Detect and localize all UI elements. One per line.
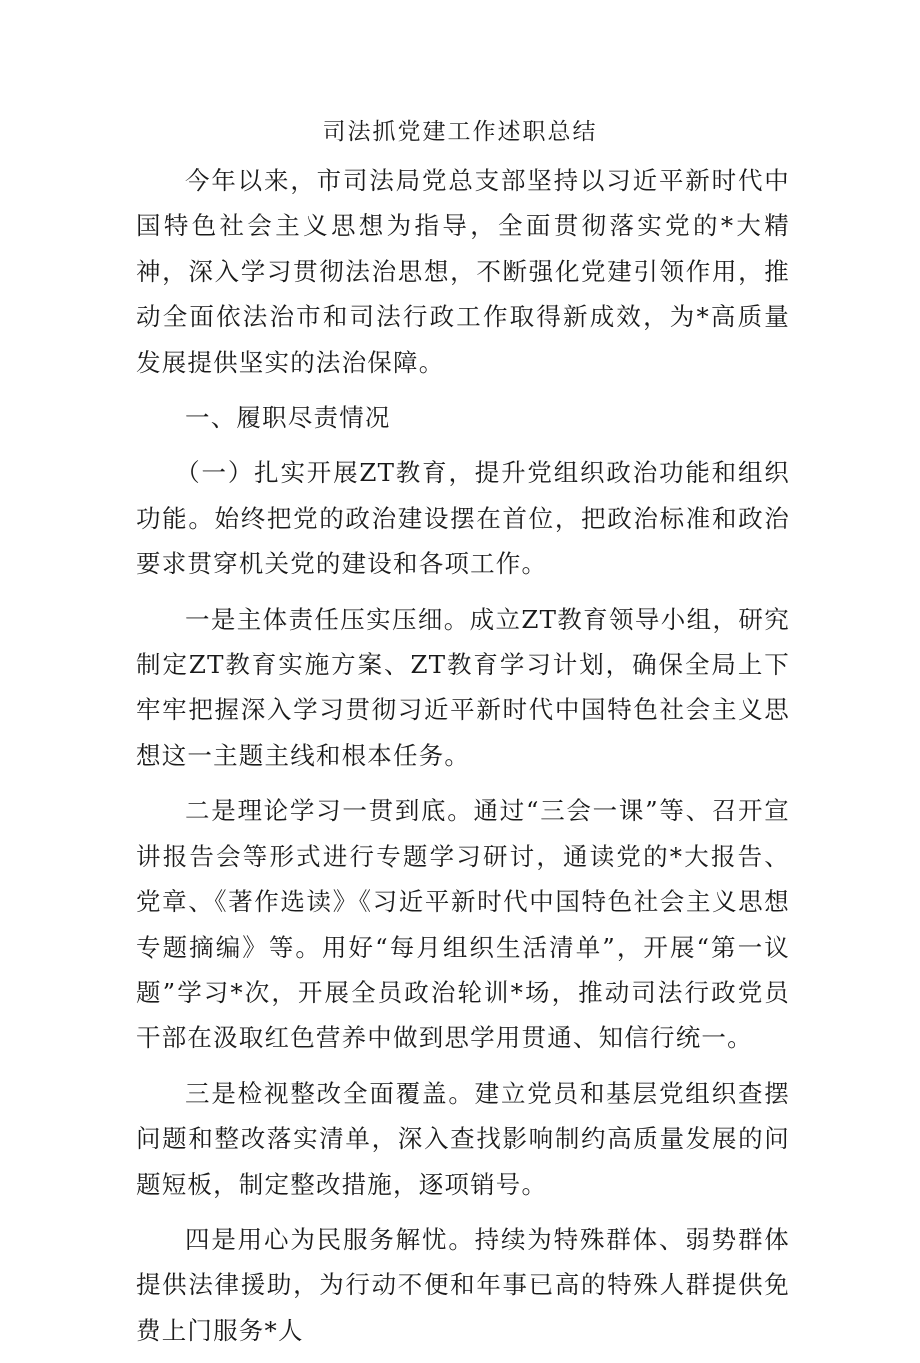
paragraph-item-4: 四是用心为民服务解忧。持续为特殊群体、弱势群体提供法律援助，为行动不便和年事已高的特殊人群提供免费上门服务*人 xyxy=(136,1224,790,1345)
paragraph-item-3: 三是检视整改全面覆盖。建立党员和基层党组织查摆问题和整改落实清单，深入查找影响制约高质量发展的问题短板，制定整改措施，逐项销号。 xyxy=(136,1078,790,1199)
document-title: 司法抓党建工作述职总结 xyxy=(322,119,598,145)
paragraph-intro: 今年以来，市司法局党总支部坚持以习近平新时代中国特色社会主义思想为指导，全面贯彻落实党的*大精神，深入学习贯彻法治思想，不断强化党建引领作用，推动全面依法治市和司法行政工作取得新成效，为*高质量发展提供坚实的法治保障。 xyxy=(136,166,790,377)
paragraph-item-2: 二是理论学习一贯到底。通过“三会一课”等、召开宣讲报告会等形式进行专题学习研讨，通读党的*大报告、党章、《著作选读》《习近平新时代中国特色社会主义思想专题摘编》等。用好“每月组织生活清单”，开展“第一议题”学习*次，开展全员政治轮训*场，推动司法行政党员干部在汲取红色营养中做到思学用贯通、知信行统一。 xyxy=(136,796,790,1053)
paragraph-item-1: 一是主体责任压实压细。成立ZT教育领导小组，研究制定ZT教育实施方案、ZT教育学习计划，确保全局上下牢牢把握深入学习贯彻习近平新时代中国特色社会主义思想这一主题主线和根本任务。 xyxy=(136,604,790,770)
subsection-heading-paragraph: （一）扎实开展ZT教育，提升党组织政治功能和组织功能。始终把党的政治建设摆在首位，把政治标准和政治要求贯穿机关党的建设和各项工作。 xyxy=(136,458,790,579)
document-body xyxy=(136,158,790,1363)
section-heading: 一、履职尽责情况 xyxy=(185,403,391,433)
